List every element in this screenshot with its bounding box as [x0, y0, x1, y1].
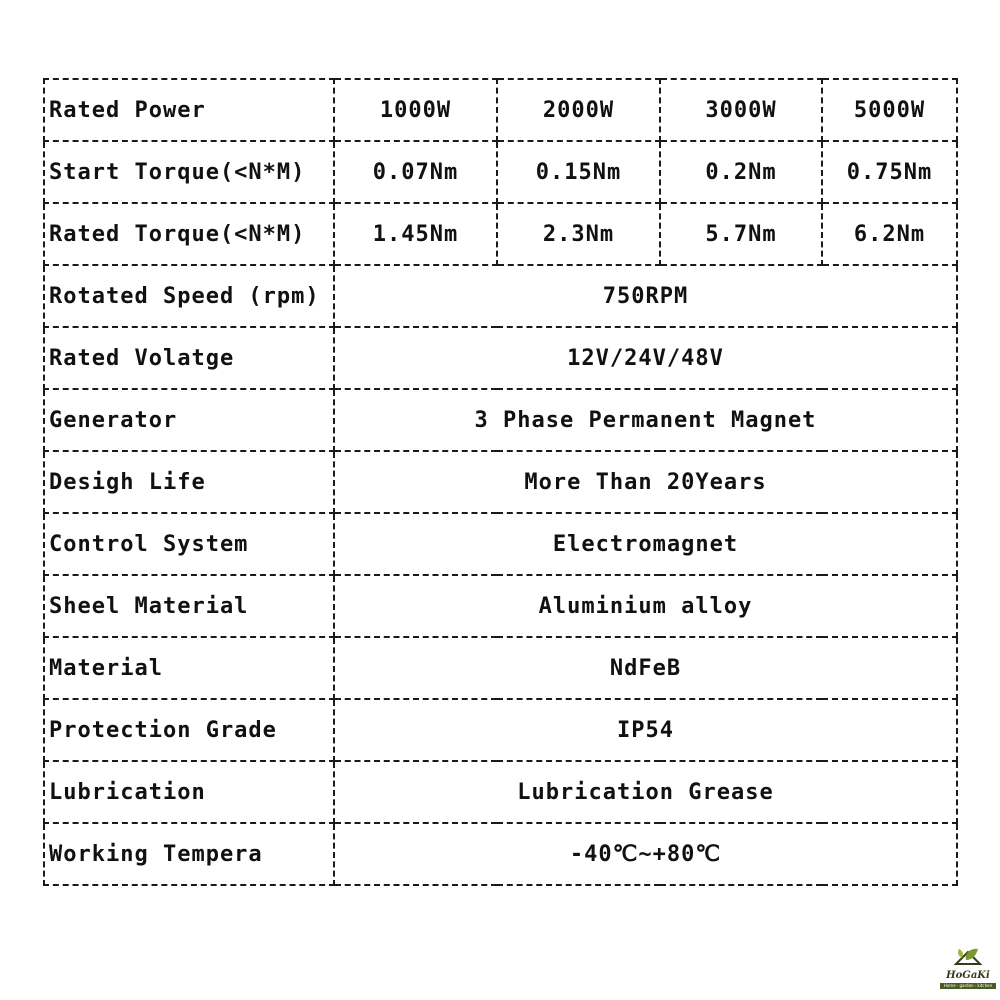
row-label: Protection Grade: [44, 699, 334, 761]
cell-value: 3000W: [660, 79, 822, 141]
cell-value: 5.7Nm: [660, 203, 822, 265]
table-row: [44, 327, 957, 389]
row-label: Working Tempera: [44, 823, 334, 885]
table-row: [44, 699, 957, 761]
row-label: Generator: [44, 389, 334, 451]
cell-value: 0.75Nm: [822, 141, 957, 203]
cell-value: More Than 20Years: [334, 451, 957, 513]
cell-value: 1.45Nm: [334, 203, 497, 265]
row-label: Rated Volatge: [44, 327, 334, 389]
table-row: [44, 451, 957, 513]
table-row: [44, 575, 957, 637]
cell-value: 0.07Nm: [334, 141, 497, 203]
logo-name: HoGaKi: [946, 970, 990, 981]
table-row-start-torque: [44, 141, 957, 203]
leaf-house-icon: [952, 946, 984, 970]
spec-table: [43, 78, 958, 886]
table-row: [44, 823, 957, 885]
table-row: [44, 389, 957, 451]
row-label: Rotated Speed (rpm): [44, 265, 334, 327]
cell-value: Lubrication Grease: [334, 761, 957, 823]
row-label: Desigh Life: [44, 451, 334, 513]
cell-value: NdFeB: [334, 637, 957, 699]
cell-value: -40℃~+80℃: [334, 823, 957, 885]
cell-value: Aluminium alloy: [334, 575, 957, 637]
logo-tagline: Home · garden · kitchen: [940, 983, 996, 989]
table-row-rated-torque: [44, 203, 957, 265]
brand-logo: [940, 946, 996, 992]
cell-value: 0.15Nm: [497, 141, 660, 203]
row-label: Control System: [44, 513, 334, 575]
cell-value: 6.2Nm: [822, 203, 957, 265]
table-row: [44, 637, 957, 699]
table-row: [44, 761, 957, 823]
row-label: Start Torque(<N*M): [44, 141, 334, 203]
cell-value: IP54: [334, 699, 957, 761]
row-label: Sheel Material: [44, 575, 334, 637]
cell-value: 2.3Nm: [497, 203, 660, 265]
cell-value: 3 Phase Permanent Magnet: [334, 389, 957, 451]
row-label: Lubrication: [44, 761, 334, 823]
table-row: [44, 265, 957, 327]
cell-value: 12V/24V/48V: [334, 327, 957, 389]
row-label: Rated Power: [44, 79, 334, 141]
row-label: Material: [44, 637, 334, 699]
table-row-rated-power: [44, 79, 957, 141]
cell-value: Electromagnet: [334, 513, 957, 575]
table-row: [44, 513, 957, 575]
cell-value: 750RPM: [334, 265, 957, 327]
cell-value: 1000W: [334, 79, 497, 141]
cell-value: 0.2Nm: [660, 141, 822, 203]
cell-value: 5000W: [822, 79, 957, 141]
row-label: Rated Torque(<N*M): [44, 203, 334, 265]
cell-value: 2000W: [497, 79, 660, 141]
